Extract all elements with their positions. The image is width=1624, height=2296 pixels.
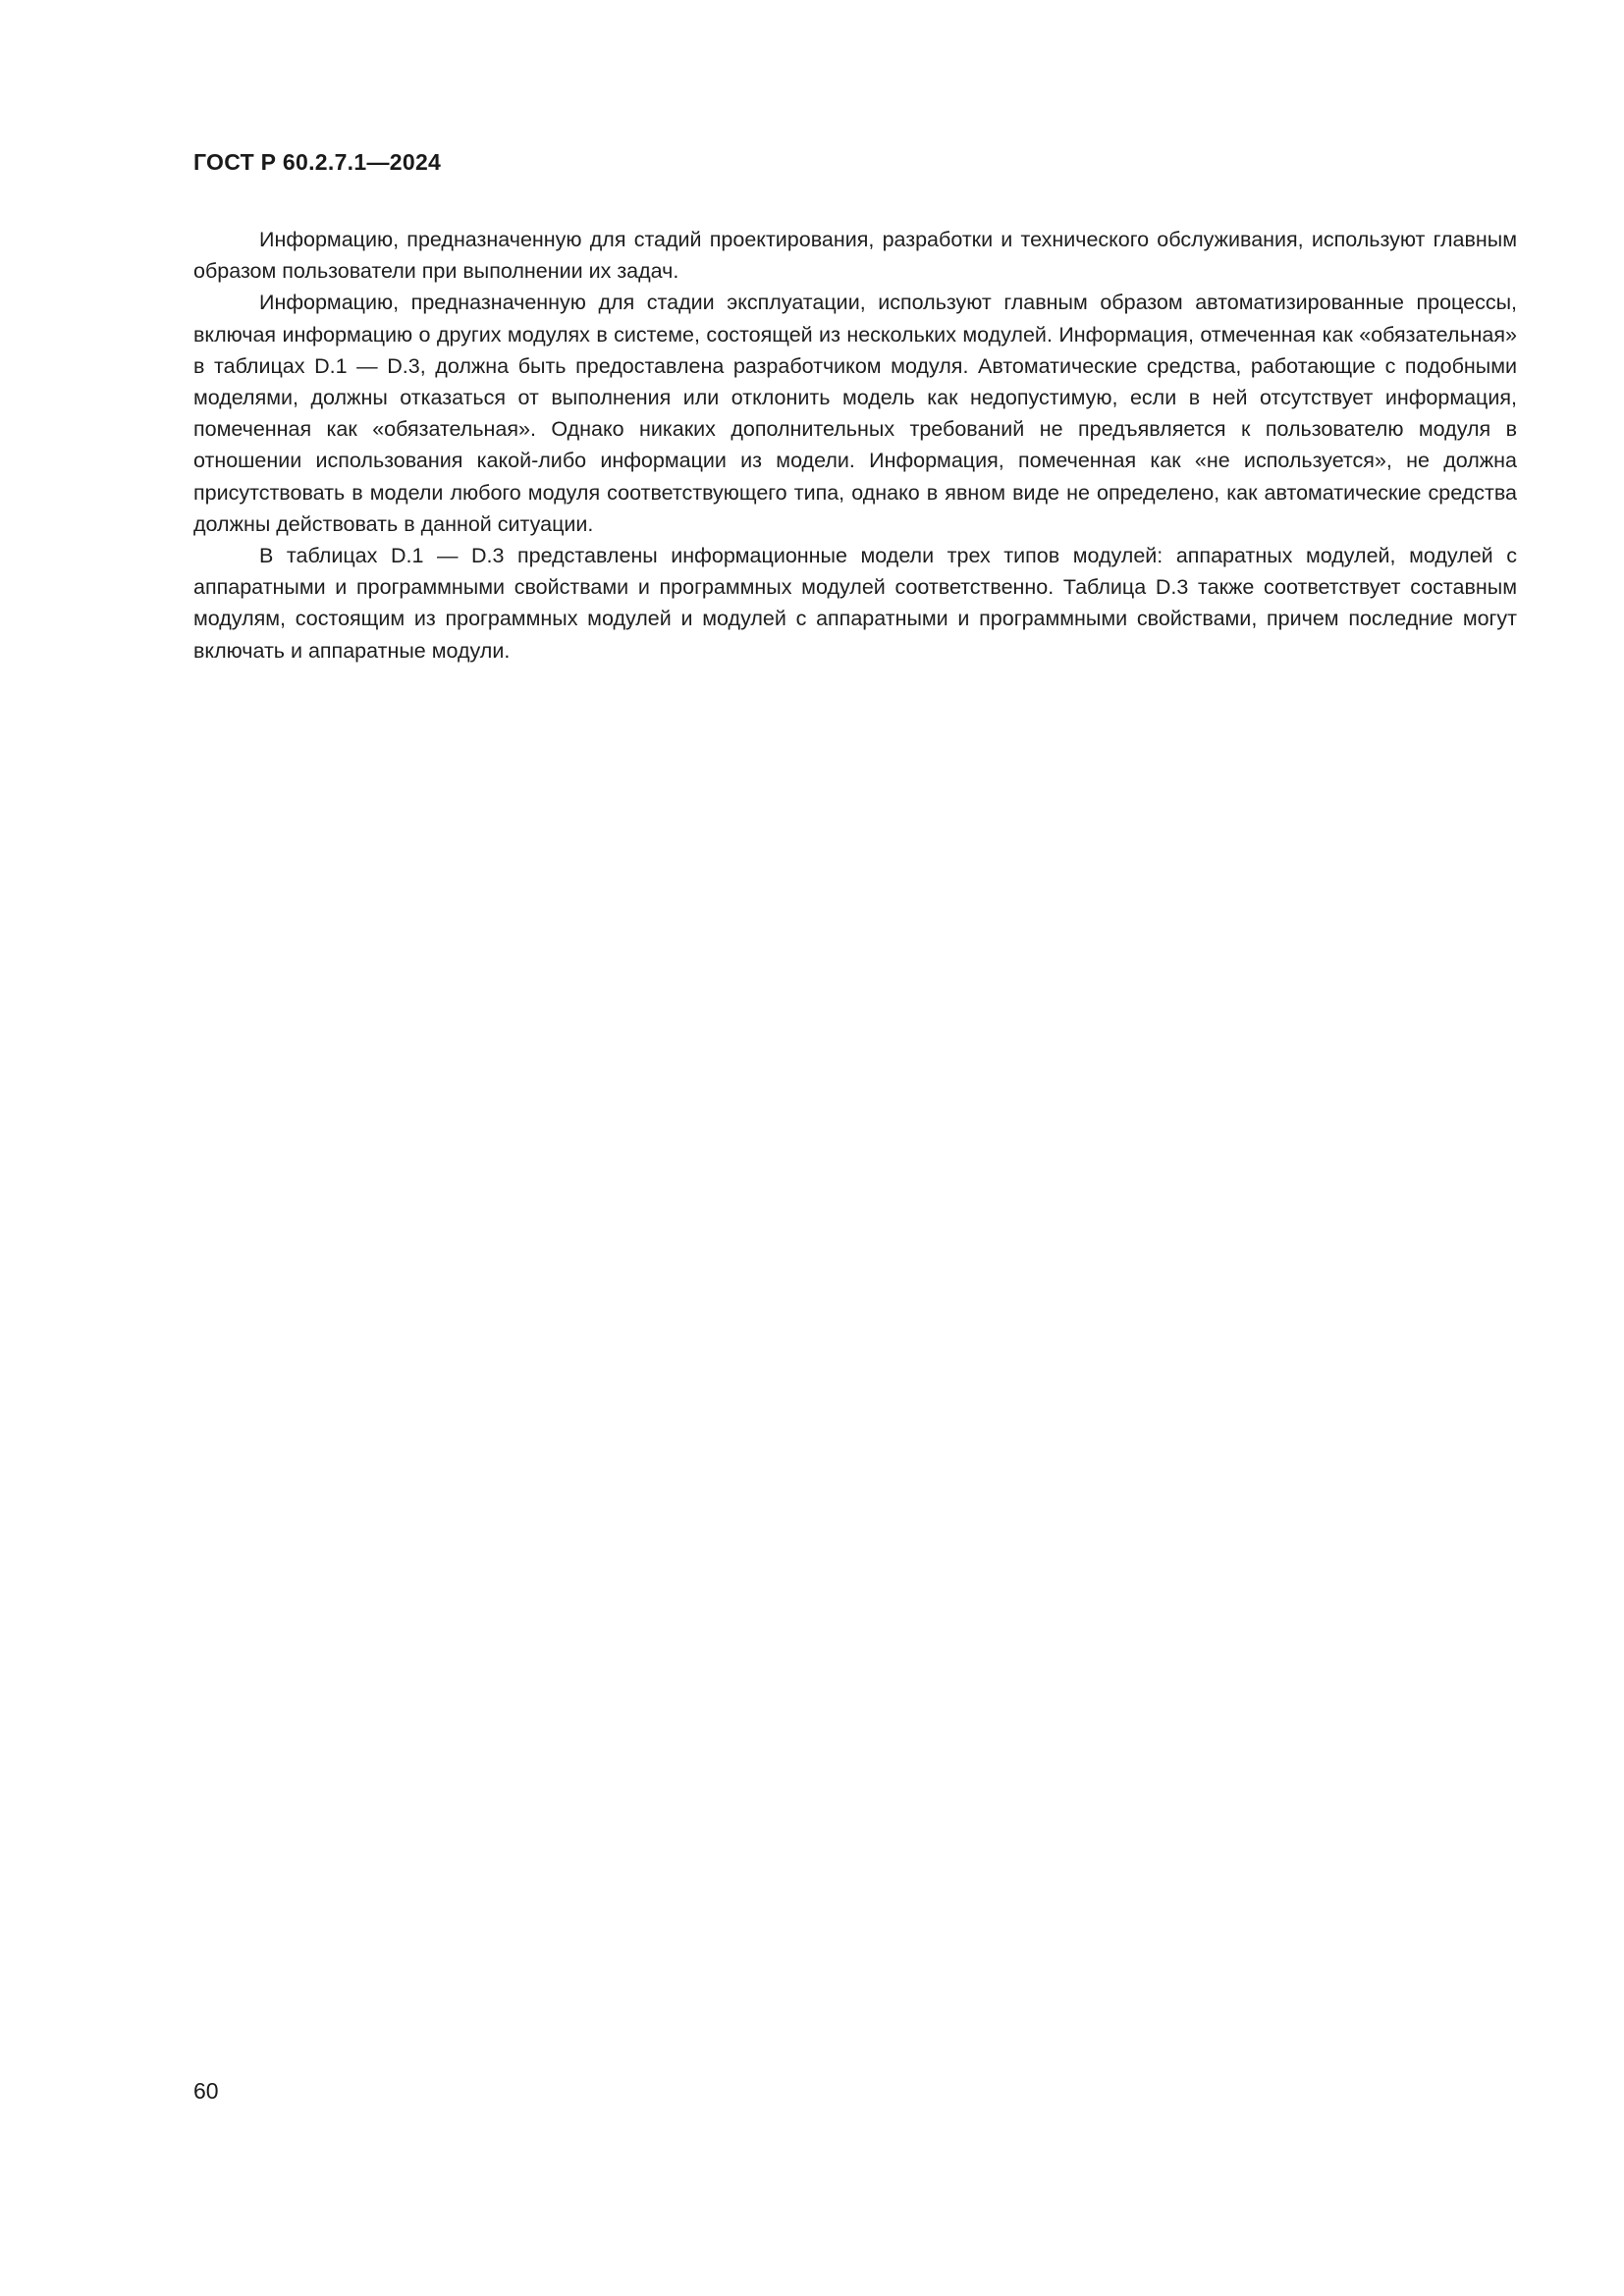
paragraph-2: Информацию, предназначенную для стадии эксплуатации, используют главным образом автоматизированные процессы, включая информацию о других модулях в системе, состоящей из нескольких модулей. Информация, отмеченная как «обязательная» в таблицах D.1 — D.3, должна быть предоставлена разработчиком модуля. Автоматические средства, работающие с подобными моделями, должны отказаться от выполнения или отклонить модель как недопустимую, если в ней отсутствует информация, помеченная как «обязательная». Однако никаких дополнительных требований не предъявляется к пользователю модуля в отношении использования какой-либо информации из модели. Информация, помеченная как «не используется», не должна присутствовать в модели любого модуля соответствующего типа, однако в явном виде не определено, как автоматические средства должны действовать в данной ситуации. bbox=[193, 291, 1517, 536]
paragraph-3: В таблицах D.1 — D.3 представлены информационные модели трех типов модулей: аппаратных модулей, модулей с аппаратными и программными свойствами и программных модулей соответственно. Таблица D.3 также соответствует составным модулям, состоящим из программных модулей и модулей с аппаратными и программными свойствами, причем последние могут включать и аппаратные модули. bbox=[193, 544, 1517, 663]
body-text bbox=[193, 224, 1517, 667]
paragraph-1: Информацию, предназначенную для стадий проектирования, разработки и технического обслуживания, используют главным образом пользователи при выполнении их задач. bbox=[193, 228, 1517, 284]
page-number: 60 bbox=[193, 2078, 219, 2104]
standard-code-header: ГОСТ Р 60.2.7.1—2024 bbox=[193, 149, 442, 175]
